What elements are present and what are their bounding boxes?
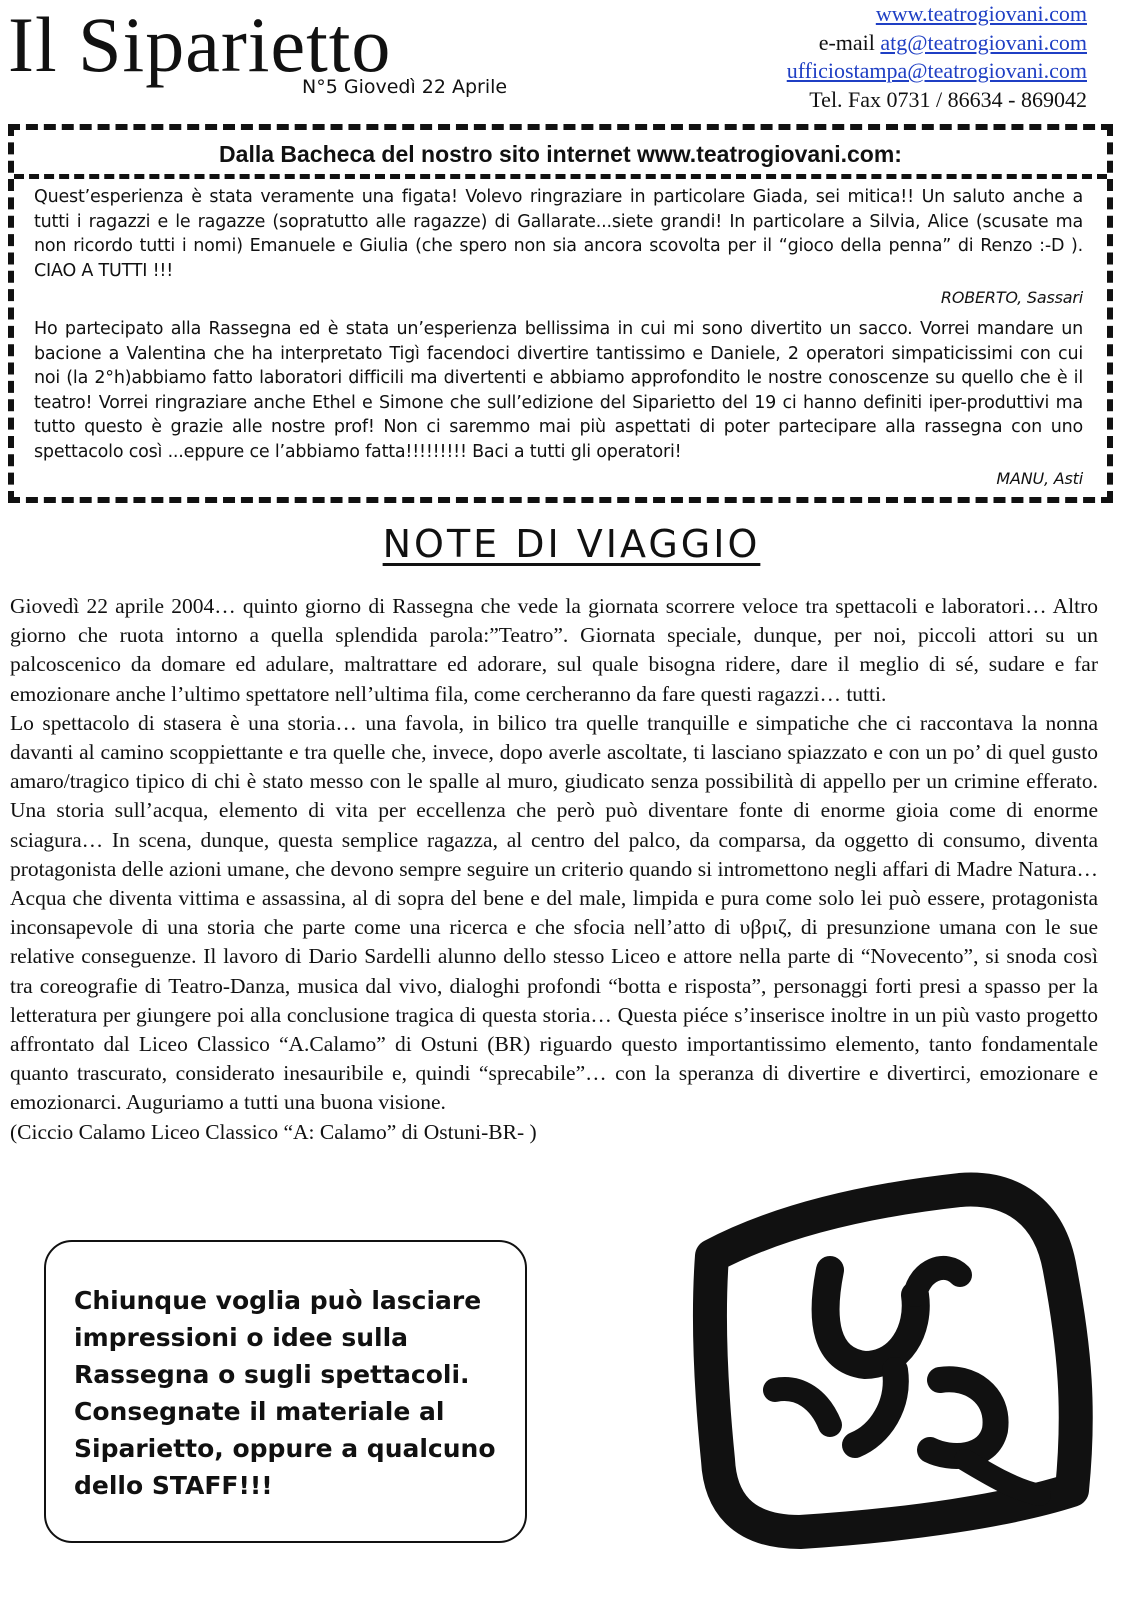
newsletter-title: Il Siparietto xyxy=(8,1,392,88)
article-paragraph: Lo spettacolo di stasera è una storia… una favola, in bilico tra quelle tranquille e simpatiche che ci raccontava la nonna davanti al camino scoppiettante e tra quelle che, invece, dopo averle ascoltate, ti lasciano spiazzato e con un po’ di quel gusto amaro/tragico tipico di chi è stato messo con le spalle al muro, giudicato senza possibilità di appello per un crimine efferato. Una storia sull’acqua, elemento di vita per eccellenza che però può diventare fonte di enorme gioia come di enorme sciagura… In scena, dunque, questa semplice ragazza, al centro del palco, da comparsa, da oggetto di consumo, diventa protagonista delle azioni umane, che devono sempre seguire un criterio quando si intromettono negli affari di Madre Natura… Acqua che diventa vittima e assassina, al di sopra del bene e del male, limpida e pura come solo lei può essere, protagonista inconsapevole di una storia che parte come una ricerca e che sfocia nell’atto di υβριζ, di presunzione umana con le sue relative conseguenze. Il lavoro di Dario Sardelli alunno dello stesso Liceo e attore nella parte di “Novecento”, si snoda così tra coreografie di Teatro-Danza, musica dal vivo, dialoghi profondi “botta e risposta”, personaggi forti presi a spasso per la letteratura per giungere poi alla conclusione tragica di questa storia… Questa piéce s’inserisce inoltre in un più vasto progetto affrontato dal Liceo Classico “A.Calamo” di Ostuni (BR) riguardo questo importantissimo elemento, tanto fondamentale quanto trascurato, considerato inesauribile e, quindi “sprecabile”… con la speranza di divertire e divertirci, emozionare e emozionarci. Auguriamo a tutti una buona visione. xyxy=(10,710,1098,1115)
board-post xyxy=(34,317,1083,490)
article-paragraph: Giovedì 22 aprile 2004… quinto giorno di Rassegna che vede la giornata scorrere veloce tra spettacoli e laboratori… Altro giorno che ruota intorno a quella splendida parola:”Teatro”. Giornata speciale, dunque, per noi, piccoli attori su un palcoscenico da domare ed adulare, maltrattare ed adorare, sul quale bisogna ridere, dare il meglio di sé, sudare e far emozionare anche l’ultimo spettatore nell’ultima fila, come cercheranno da fare questi ragazzi… tutti. xyxy=(10,594,1098,706)
article-body xyxy=(10,592,1098,1147)
post-author: ROBERTO, Sassari xyxy=(940,288,1083,307)
email-label: e-mail xyxy=(818,29,881,55)
theatre-logo-icon xyxy=(680,1160,1120,1550)
issue-date: N°5 Giovedì 22 Aprile xyxy=(302,76,508,98)
notice-text: Chiunque voglia può lasciare impressioni o idee sulla Rassegna o sugli spettacoli. Consegnate il materiale al Siparietto, oppure a qualcuno dello STAFF!!! xyxy=(74,1286,496,1500)
article-heading-text: NOTE DI VIAGGIO xyxy=(382,522,761,566)
contact-block xyxy=(787,0,1087,114)
phone-fax: Tel. Fax 0731 / 86634 - 869042 xyxy=(809,86,1087,112)
website-link[interactable]: www.teatrogiovani.com xyxy=(875,1,1087,26)
email-link[interactable]: atg@teatrogiovani.com xyxy=(880,29,1087,55)
post-text: Quest’esperienza è stata veramente una figata! Volevo ringraziare in particolare Giada, sei mitica!! Un saluto anche a tutti i ragazzi e le ragazze (sopratutto alle ragazze) di Gallarate...siete grandi! In particolare a Silvia, Alice (scusate ma non ricordo tutti i nomi) Emanuele e Giulia (che spero non sia ancora scovolta per il “gioco della penna” di Renzo :-D ). CIAO A TUTTI !!! xyxy=(34,187,1083,281)
message-board xyxy=(8,124,1113,503)
post-text: Ho partecipato alla Rassegna ed è stata un’esperienza bellissima in cui mi sono divertito un sacco. Vorrei mandare un bacione a Valentina che ha interpretato Tigì facendoci divertire tantissimo e Daniele, 2 operatori simpaticissimi con cui noi (la 2°h)abbiamo fatto laboratori difficili ma divertenti e abbiamo approfondito le nostre conoscenze su quello che è il teatro! Vorrei ringraziare anche Ethel e Simone che sull’edizione del Siparietto del 19 ci hanno definiti iper-produttivi ma tutto questo è grazie alle nostre prof! Non ci saremmo mai più aspettati di poter partecipare alla rassegna con uno spettacolo così ...eppure ce l’abbiamo fatta!!!!!!!!! Baci a tutti gli operatori! xyxy=(34,319,1083,462)
message-board-posts xyxy=(14,179,1107,490)
press-email-link[interactable]: ufficiostampa@teatrogiovani.com xyxy=(786,58,1087,83)
board-post xyxy=(34,185,1083,309)
article-credit: (Ciccio Calamo Liceo Classico “A: Calamo” di Ostuni-BR- ) xyxy=(10,1119,537,1144)
notice-box xyxy=(44,1240,527,1543)
message-board-title: Dalla Bacheca del nostro sito internet www.teatrogiovani.com: xyxy=(14,140,1107,179)
post-author: MANU, Asti xyxy=(996,469,1083,488)
article-heading xyxy=(0,522,1143,566)
